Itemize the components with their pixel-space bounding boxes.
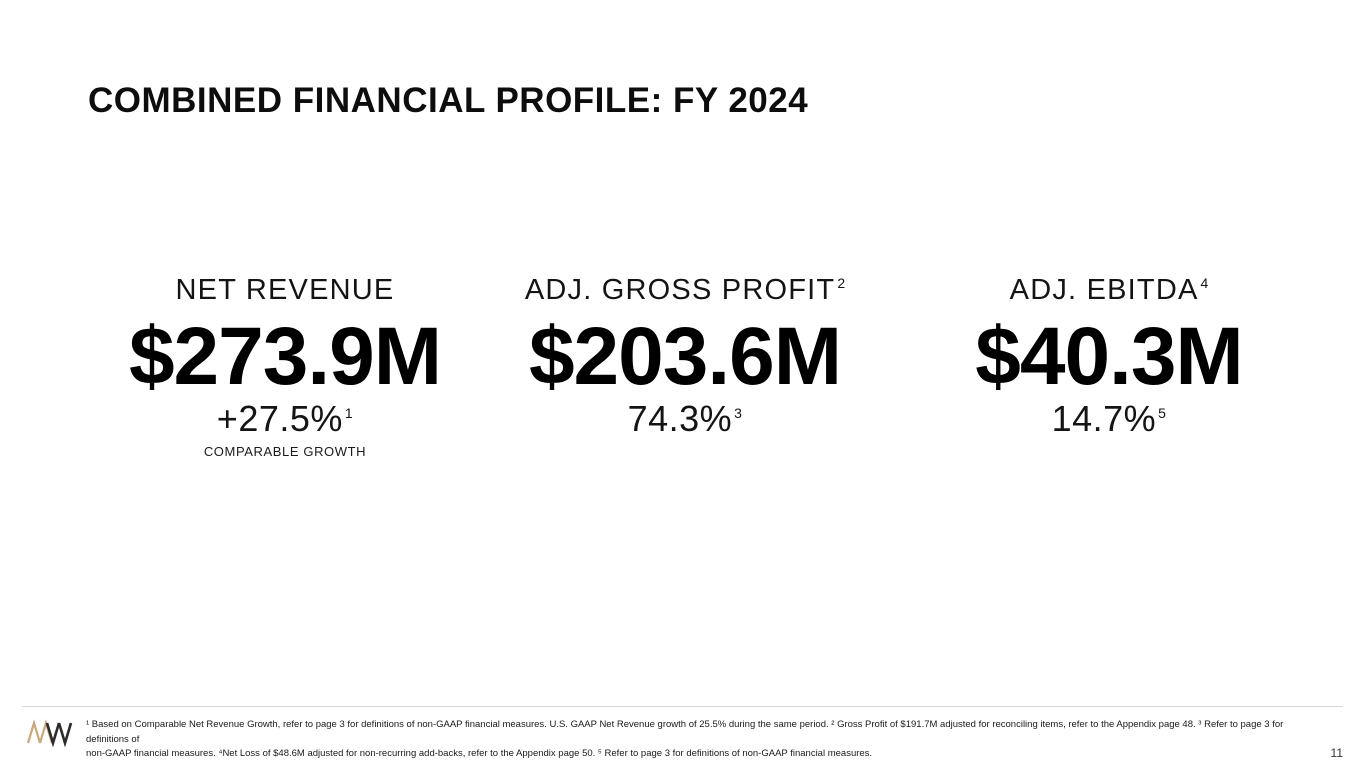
- metric-label-text: ADJ. EBITDA: [1009, 274, 1199, 306]
- metric-subvalue: [904, 399, 1314, 439]
- metric-value: $273.9M: [128, 310, 442, 402]
- slide-footer: [0, 706, 1365, 768]
- metric-subvalue-footnote-marker: 1: [344, 404, 354, 421]
- metric-label-text: ADJ. GROSS PROFIT: [524, 274, 836, 306]
- metric-card-net-revenue: [80, 275, 490, 459]
- metric-note: COMPARABLE GROWTH: [203, 444, 367, 460]
- metric-label: [80, 275, 490, 307]
- metric-label-footnote-marker: 2: [837, 275, 846, 292]
- page-title: COMBINED FINANCIAL PROFILE: FY 2024: [88, 81, 809, 121]
- mw-monogram-logo-icon: [26, 717, 74, 747]
- metric-label-text: NET REVENUE: [175, 274, 395, 306]
- metric-subvalue-footnote-marker: 5: [1158, 404, 1167, 421]
- metric-card-adj-gross-profit: [480, 275, 890, 444]
- metric-subvalue-text: 74.3%: [627, 397, 733, 439]
- metric-value: $40.3M: [975, 310, 1243, 402]
- metric-subvalue-text: +27.5%: [216, 397, 343, 439]
- metric-card-adj-ebitda: [904, 275, 1314, 444]
- footer-divider: [22, 706, 1343, 707]
- metrics-row: [70, 275, 1300, 459]
- metric-label: [480, 275, 890, 307]
- metric-label-footnote-marker: 4: [1200, 275, 1209, 292]
- metric-subvalue: [80, 399, 490, 439]
- metric-label: [904, 275, 1314, 307]
- metric-subvalue: [480, 399, 890, 439]
- footnote-line-1: ¹ Based on Comparable Net Revenue Growth, refer to page 3 for definitions of non-GAAP financial measures. U.S. GAAP Net Revenue growth of 25.5% during the same period. ² Gross Profit of $191.7M adjusted for reconciling items, refer to the Appendix page 48. ³ Refer to page 3 for definitions of: [86, 719, 1284, 745]
- metric-subvalue-footnote-marker: 3: [734, 404, 743, 421]
- page-number: 11: [1330, 746, 1343, 760]
- footnote-line-2: non-GAAP financial measures. ⁴Net Loss of $48.6M adjusted for non-recurring add-backs, refer to the Appendix page 50. ⁵ Refer to page 3 for definitions of non-GAAP financial measures.: [86, 748, 873, 760]
- metric-subvalue-text: 14.7%: [1051, 397, 1157, 439]
- metric-value: $203.6M: [528, 310, 842, 402]
- footnotes: [86, 718, 1305, 762]
